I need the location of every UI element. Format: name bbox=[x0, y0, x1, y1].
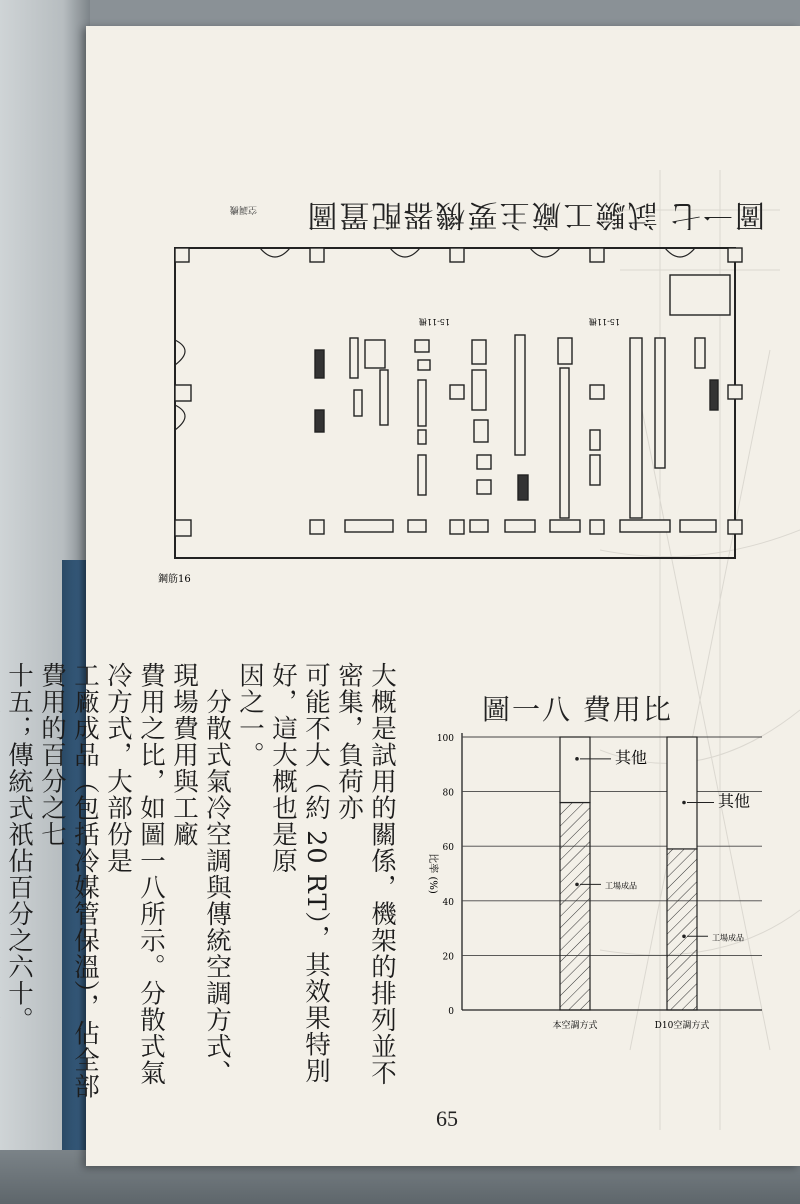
floor-plan-figure bbox=[150, 230, 750, 590]
annotation-label: 工場成品 bbox=[605, 881, 637, 891]
y-tick-label: 60 bbox=[442, 843, 454, 854]
y-tick-label: 0 bbox=[448, 1007, 454, 1017]
body-text-line: 可能不大（約 20 RT），其效果特別好，這大概也是原 bbox=[268, 662, 331, 1085]
body-text-line bbox=[0, 662, 2, 1102]
y-tick-label: 40 bbox=[442, 897, 454, 908]
annotation-dot bbox=[682, 801, 686, 805]
y-tick-label: 20 bbox=[442, 952, 454, 963]
body-text-line: 工廠成品（包括冷媒管保溫），佔全部費用的百分之七 bbox=[37, 662, 100, 1100]
y-axis-label: 比率 (%) bbox=[427, 853, 438, 894]
bar-segment-factory bbox=[560, 803, 590, 1010]
body-text-line: 費用之比，如圖一八所示。分散式氣冷方式，大部份是 bbox=[103, 662, 166, 1086]
cost-ratio-chart bbox=[412, 725, 772, 1045]
unit-label: 15-11機 bbox=[418, 317, 450, 326]
bar-segment-other bbox=[667, 737, 697, 849]
body-text-line: 因之一。 bbox=[235, 662, 265, 768]
bar-segment-other bbox=[560, 737, 590, 803]
annotation-dot bbox=[682, 934, 686, 938]
body-text-line: 分散式氣冷空調與傳統空調方式、現場費用與工廠 bbox=[169, 662, 232, 1086]
y-tick-label: 100 bbox=[436, 734, 454, 744]
page-number: 65 bbox=[436, 1106, 458, 1131]
x-tick-label: D10空調方式 bbox=[654, 1021, 710, 1031]
bar-segment-factory bbox=[667, 849, 697, 1010]
figure7-corner-label: 空調機 bbox=[230, 204, 258, 214]
y-tick-label: 80 bbox=[442, 788, 454, 799]
unit-label: 15-11機 bbox=[588, 317, 620, 326]
figure8-title: 圖一八 費用比 bbox=[482, 693, 673, 726]
annotation-label: 其他 bbox=[615, 747, 648, 767]
annotation-dot bbox=[575, 883, 579, 887]
body-text-line: 十五；傳統式祇佔百分之六十。 bbox=[4, 662, 34, 1033]
annotation-label: 其他 bbox=[718, 791, 751, 811]
annotation-label: 工場成品 bbox=[712, 933, 744, 943]
x-tick-label: 本空調方式 bbox=[552, 1021, 598, 1031]
body-text bbox=[4, 662, 398, 1102]
plan-bottom-label: 鋼筋16 bbox=[158, 574, 191, 585]
annotation-dot bbox=[575, 757, 579, 761]
body-text-line: 大概是試用的關係，機架的排列並不密集，負荷亦 bbox=[334, 662, 397, 1086]
figure7-title: 圖一七 試驗工廠主要機器配置圖 bbox=[305, 197, 765, 232]
